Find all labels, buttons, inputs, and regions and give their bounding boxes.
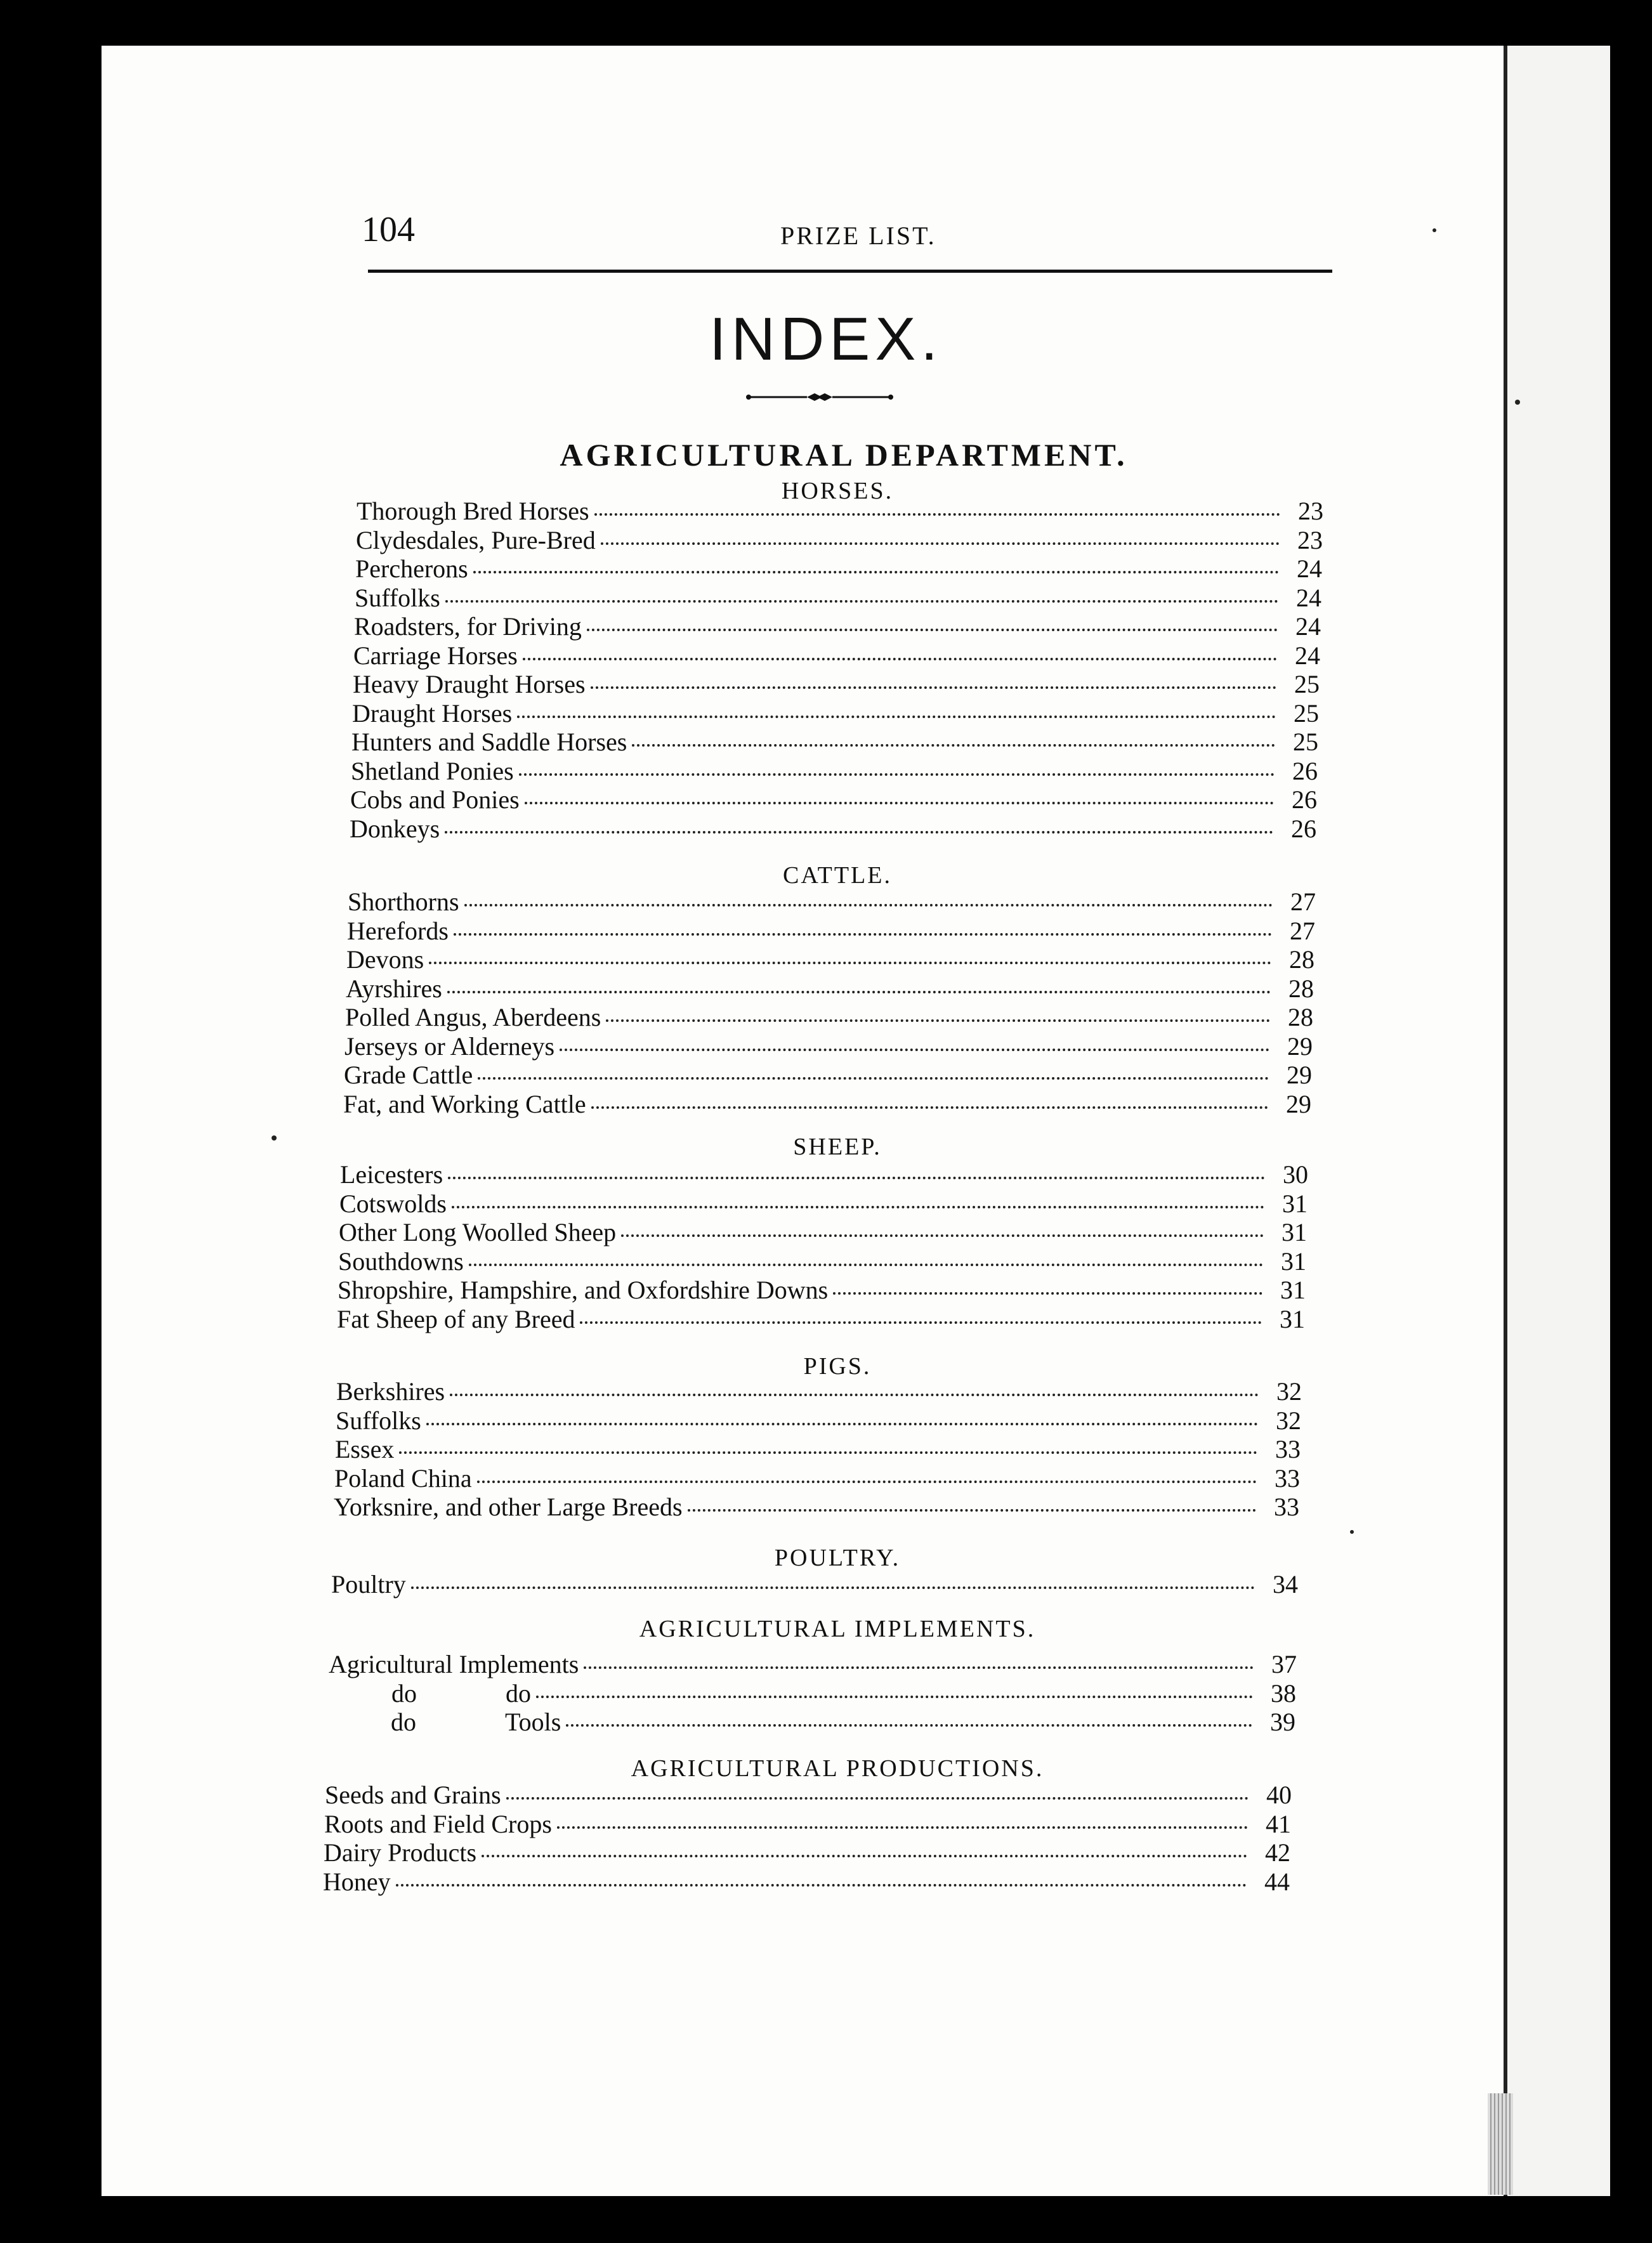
dot-leader	[591, 686, 1276, 689]
index-entry-label: Agricultural Implements	[329, 1650, 579, 1678]
index-entry-label: Suffolks	[355, 584, 440, 612]
index-entry-page: 25	[1294, 699, 1319, 728]
index-entry-label: Percherons	[355, 554, 468, 583]
index-entry-page: 27	[1290, 887, 1316, 916]
index-entry	[350, 814, 1316, 843]
index-entry-label: Yorksnire, and other Large Breeds	[334, 1493, 683, 1521]
dot-leader	[519, 773, 1275, 776]
page-number: 104	[362, 210, 415, 249]
index-entry-page: 40	[1266, 1781, 1292, 1809]
index-entry	[324, 1809, 1291, 1838]
dot-leader	[688, 1509, 1256, 1512]
index-title: INDEX.	[709, 305, 943, 373]
section-heading-productions: AGRICULTURAL PRODUCTIONS.	[631, 1755, 1044, 1782]
index-entry	[323, 1867, 1290, 1896]
section-heading-horses: HORSES.	[781, 478, 894, 504]
index-entry-page: 33	[1275, 1435, 1301, 1463]
index-entry	[353, 641, 1320, 670]
index-entry	[337, 1304, 1305, 1333]
index-entry-page: 26	[1291, 814, 1316, 843]
index-entry	[335, 1434, 1301, 1463]
ditto-mark: do	[391, 1708, 416, 1736]
index-entry-page: 33	[1275, 1464, 1300, 1493]
index-entry-label: Shetland Ponies	[351, 757, 514, 785]
dot-leader	[477, 1481, 1257, 1483]
index-entry-sublabel: Tools	[505, 1708, 561, 1736]
index-entry-page: 29	[1287, 1061, 1312, 1089]
index-entry	[357, 496, 1323, 525]
index-entry-page: 29	[1287, 1032, 1313, 1061]
dot-leader	[452, 1206, 1264, 1208]
dot-leader	[454, 933, 1272, 936]
index-entry-page: 30	[1283, 1160, 1308, 1189]
index-entry	[356, 525, 1323, 554]
dot-leader	[482, 1855, 1247, 1857]
index-entry-label: Ayrshires	[346, 974, 442, 1003]
dot-leader	[594, 513, 1280, 516]
dot-leader	[448, 1177, 1265, 1179]
index-entry-page: 31	[1280, 1276, 1306, 1304]
index-entry	[340, 1160, 1308, 1189]
index-entry	[353, 669, 1320, 698]
index-entry	[339, 1217, 1307, 1246]
index-entry-page: 39	[1270, 1708, 1295, 1736]
dot-leader	[606, 1019, 1270, 1022]
index-entry-page: 33	[1274, 1493, 1299, 1521]
dot-leader	[445, 600, 1278, 603]
index-entry-page: 27	[1290, 917, 1315, 945]
index-entry-page: 32	[1276, 1406, 1301, 1435]
index-entry-page: 25	[1293, 728, 1318, 756]
index-entry-label: Hunters and Saddle Horses	[351, 728, 627, 756]
dot-leader	[506, 1797, 1249, 1800]
index-entry-page: 26	[1292, 785, 1317, 814]
index-entry	[354, 611, 1321, 641]
dot-leader	[426, 1423, 1258, 1425]
index-entry	[338, 1246, 1306, 1276]
index-entry-page: 38	[1271, 1679, 1296, 1708]
index-entry-label: Clydesdales, Pure-Bred	[356, 526, 596, 554]
index-entry-label: Honey	[323, 1867, 391, 1896]
dot-leader	[566, 1724, 1252, 1727]
header-rule	[368, 270, 1332, 273]
running-title: PRIZE LIST.	[780, 221, 936, 250]
index-entry-label: Jerseys or Alderneys	[344, 1032, 555, 1061]
dot-leader	[464, 904, 1273, 906]
dot-leader	[591, 1106, 1268, 1109]
dot-leader	[469, 1264, 1263, 1266]
dot-leader	[473, 571, 1279, 573]
index-entry	[328, 1678, 1296, 1708]
dot-leader	[557, 1826, 1248, 1829]
dot-leader	[525, 802, 1274, 804]
index-entry	[334, 1463, 1300, 1493]
index-entry-label: Roots and Field Crops	[324, 1810, 552, 1838]
index-entry	[344, 1031, 1313, 1061]
dot-leader	[411, 1586, 1255, 1589]
index-entry-label: Cobs and Ponies	[350, 785, 520, 814]
index-entry-page: 24	[1296, 584, 1321, 612]
index-entry-label: Cotswolds	[339, 1189, 447, 1218]
index-entry-label: Heavy Draught Horses	[353, 670, 586, 698]
index-entry-label: Seeds and Grains	[325, 1781, 501, 1809]
index-entry	[352, 698, 1319, 728]
index-entry-label: Dairy Products	[324, 1838, 477, 1867]
dot-leader	[580, 1321, 1262, 1324]
dot-leader	[445, 831, 1273, 834]
index-entry-label: Poultry	[331, 1570, 406, 1599]
section-heading-poultry: POULTRY.	[774, 1545, 901, 1571]
index-entry-label: Poland China	[334, 1464, 472, 1493]
dot-leader	[621, 1234, 1264, 1237]
index-entry-label: Polled Angus, Aberdeens	[345, 1003, 601, 1031]
dot-leader	[399, 1451, 1257, 1454]
index-entry-page: 24	[1295, 612, 1321, 641]
index-entry	[344, 1060, 1312, 1089]
index-entry-label: Draught Horses	[352, 699, 513, 728]
index-entry-page: 31	[1281, 1247, 1306, 1276]
index-entry-label: Carriage Horses	[353, 641, 518, 670]
index-entry-sublabel: do	[506, 1679, 531, 1708]
index-entry-page: 31	[1282, 1189, 1308, 1218]
paper-speck	[1515, 400, 1520, 405]
index-entry-label: Grade Cattle	[344, 1061, 473, 1089]
index-entry-page: 42	[1265, 1838, 1290, 1867]
index-entry-label: Thorough Bred Horses	[357, 497, 589, 525]
index-entry-label: Donkeys	[350, 814, 440, 843]
index-entry-label: Roadsters, for Driving	[354, 612, 582, 641]
index-entry-page: 31	[1282, 1218, 1307, 1246]
page-edge-shadow	[1488, 2093, 1513, 2195]
index-entry-label: Essex	[335, 1435, 395, 1463]
index-entry-label: Shropshire, Hampshire, and Oxfordshire Downs	[338, 1276, 829, 1304]
index-entry-page: 28	[1288, 974, 1314, 1003]
dot-leader	[560, 1049, 1269, 1051]
index-entry-page: 23	[1297, 526, 1323, 554]
index-entry	[338, 1275, 1306, 1304]
dot-leader	[478, 1077, 1269, 1080]
index-entry	[355, 583, 1321, 612]
index-entry-page: 28	[1288, 1003, 1313, 1031]
index-entry-label	[327, 1707, 561, 1737]
index-entry-label: Berkshires	[336, 1377, 445, 1406]
paper-speck	[1432, 228, 1436, 232]
dot-leader	[447, 991, 1271, 993]
section-heading-cattle: CATTLE.	[783, 862, 892, 889]
index-entry	[324, 1838, 1290, 1867]
paper-speck	[1350, 1530, 1354, 1534]
dot-leader	[584, 1666, 1254, 1669]
dot-leader	[601, 542, 1280, 545]
index-entry	[346, 974, 1314, 1003]
index-entry	[327, 1707, 1295, 1736]
dot-leader	[833, 1292, 1262, 1295]
index-entry-label: Herefords	[347, 917, 449, 945]
paper-speck	[272, 1135, 277, 1141]
index-entry-label: Fat, and Working Cattle	[343, 1090, 586, 1118]
index-entry	[339, 1189, 1308, 1218]
ornament-divider	[744, 391, 896, 403]
index-entry-label: Devons	[346, 945, 424, 974]
dot-leader	[396, 1884, 1247, 1887]
index-entry-label: Suffolks	[336, 1406, 421, 1435]
dot-leader	[632, 744, 1275, 747]
index-entry-page: 25	[1294, 670, 1320, 698]
dot-leader	[587, 629, 1278, 631]
index-entry	[336, 1377, 1302, 1406]
index-entry-label: Leicesters	[340, 1160, 443, 1189]
dot-leader	[429, 962, 1271, 964]
index-entry-page: 34	[1273, 1570, 1298, 1599]
index-entry-page: 23	[1298, 497, 1323, 525]
department-heading: AGRICULTURAL DEPARTMENT.	[560, 437, 1128, 473]
index-entry-page: 32	[1276, 1377, 1302, 1406]
index-entry-page: 29	[1286, 1090, 1311, 1118]
index-entry	[325, 1780, 1292, 1809]
index-entry-page: 24	[1297, 554, 1322, 583]
index-entry	[343, 1089, 1311, 1118]
index-entry	[348, 887, 1316, 916]
index-entry-page: 26	[1292, 757, 1318, 785]
index-entry	[351, 727, 1318, 756]
index-entry-page: 24	[1295, 641, 1320, 670]
dot-leader	[536, 1696, 1253, 1698]
index-entry-page: 41	[1266, 1810, 1291, 1838]
index-entry-label: Southdowns	[338, 1247, 464, 1276]
index-entry	[331, 1569, 1298, 1599]
dot-leader	[450, 1394, 1259, 1396]
index-entry-page: 31	[1280, 1305, 1305, 1333]
index-entry	[329, 1649, 1297, 1678]
index-entry	[355, 554, 1322, 583]
index-entry-page: 37	[1271, 1650, 1297, 1678]
section-heading-pigs: PIGS.	[803, 1353, 872, 1380]
index-entry-label: Shorthorns	[348, 887, 459, 916]
index-entry	[336, 1406, 1301, 1435]
dot-leader	[517, 716, 1276, 718]
index-entry	[351, 756, 1318, 785]
index-entry	[345, 1002, 1313, 1031]
index-entry-page: 28	[1289, 945, 1314, 974]
index-entry-label: Other Long Woolled Sheep	[339, 1218, 617, 1246]
index-entry-label	[328, 1678, 531, 1708]
index-entry	[347, 916, 1315, 945]
ditto-mark: do	[391, 1679, 417, 1708]
index-entry	[334, 1492, 1299, 1521]
section-heading-sheep: SHEEP.	[793, 1134, 882, 1160]
index-entry-page: 44	[1264, 1867, 1290, 1896]
dot-leader	[523, 658, 1277, 660]
index-entry	[350, 785, 1317, 814]
index-entry	[346, 945, 1314, 974]
section-heading-implements: AGRICULTURAL IMPLEMENTS.	[639, 1616, 1036, 1642]
index-entry-label: Fat Sheep of any Breed	[337, 1305, 575, 1333]
